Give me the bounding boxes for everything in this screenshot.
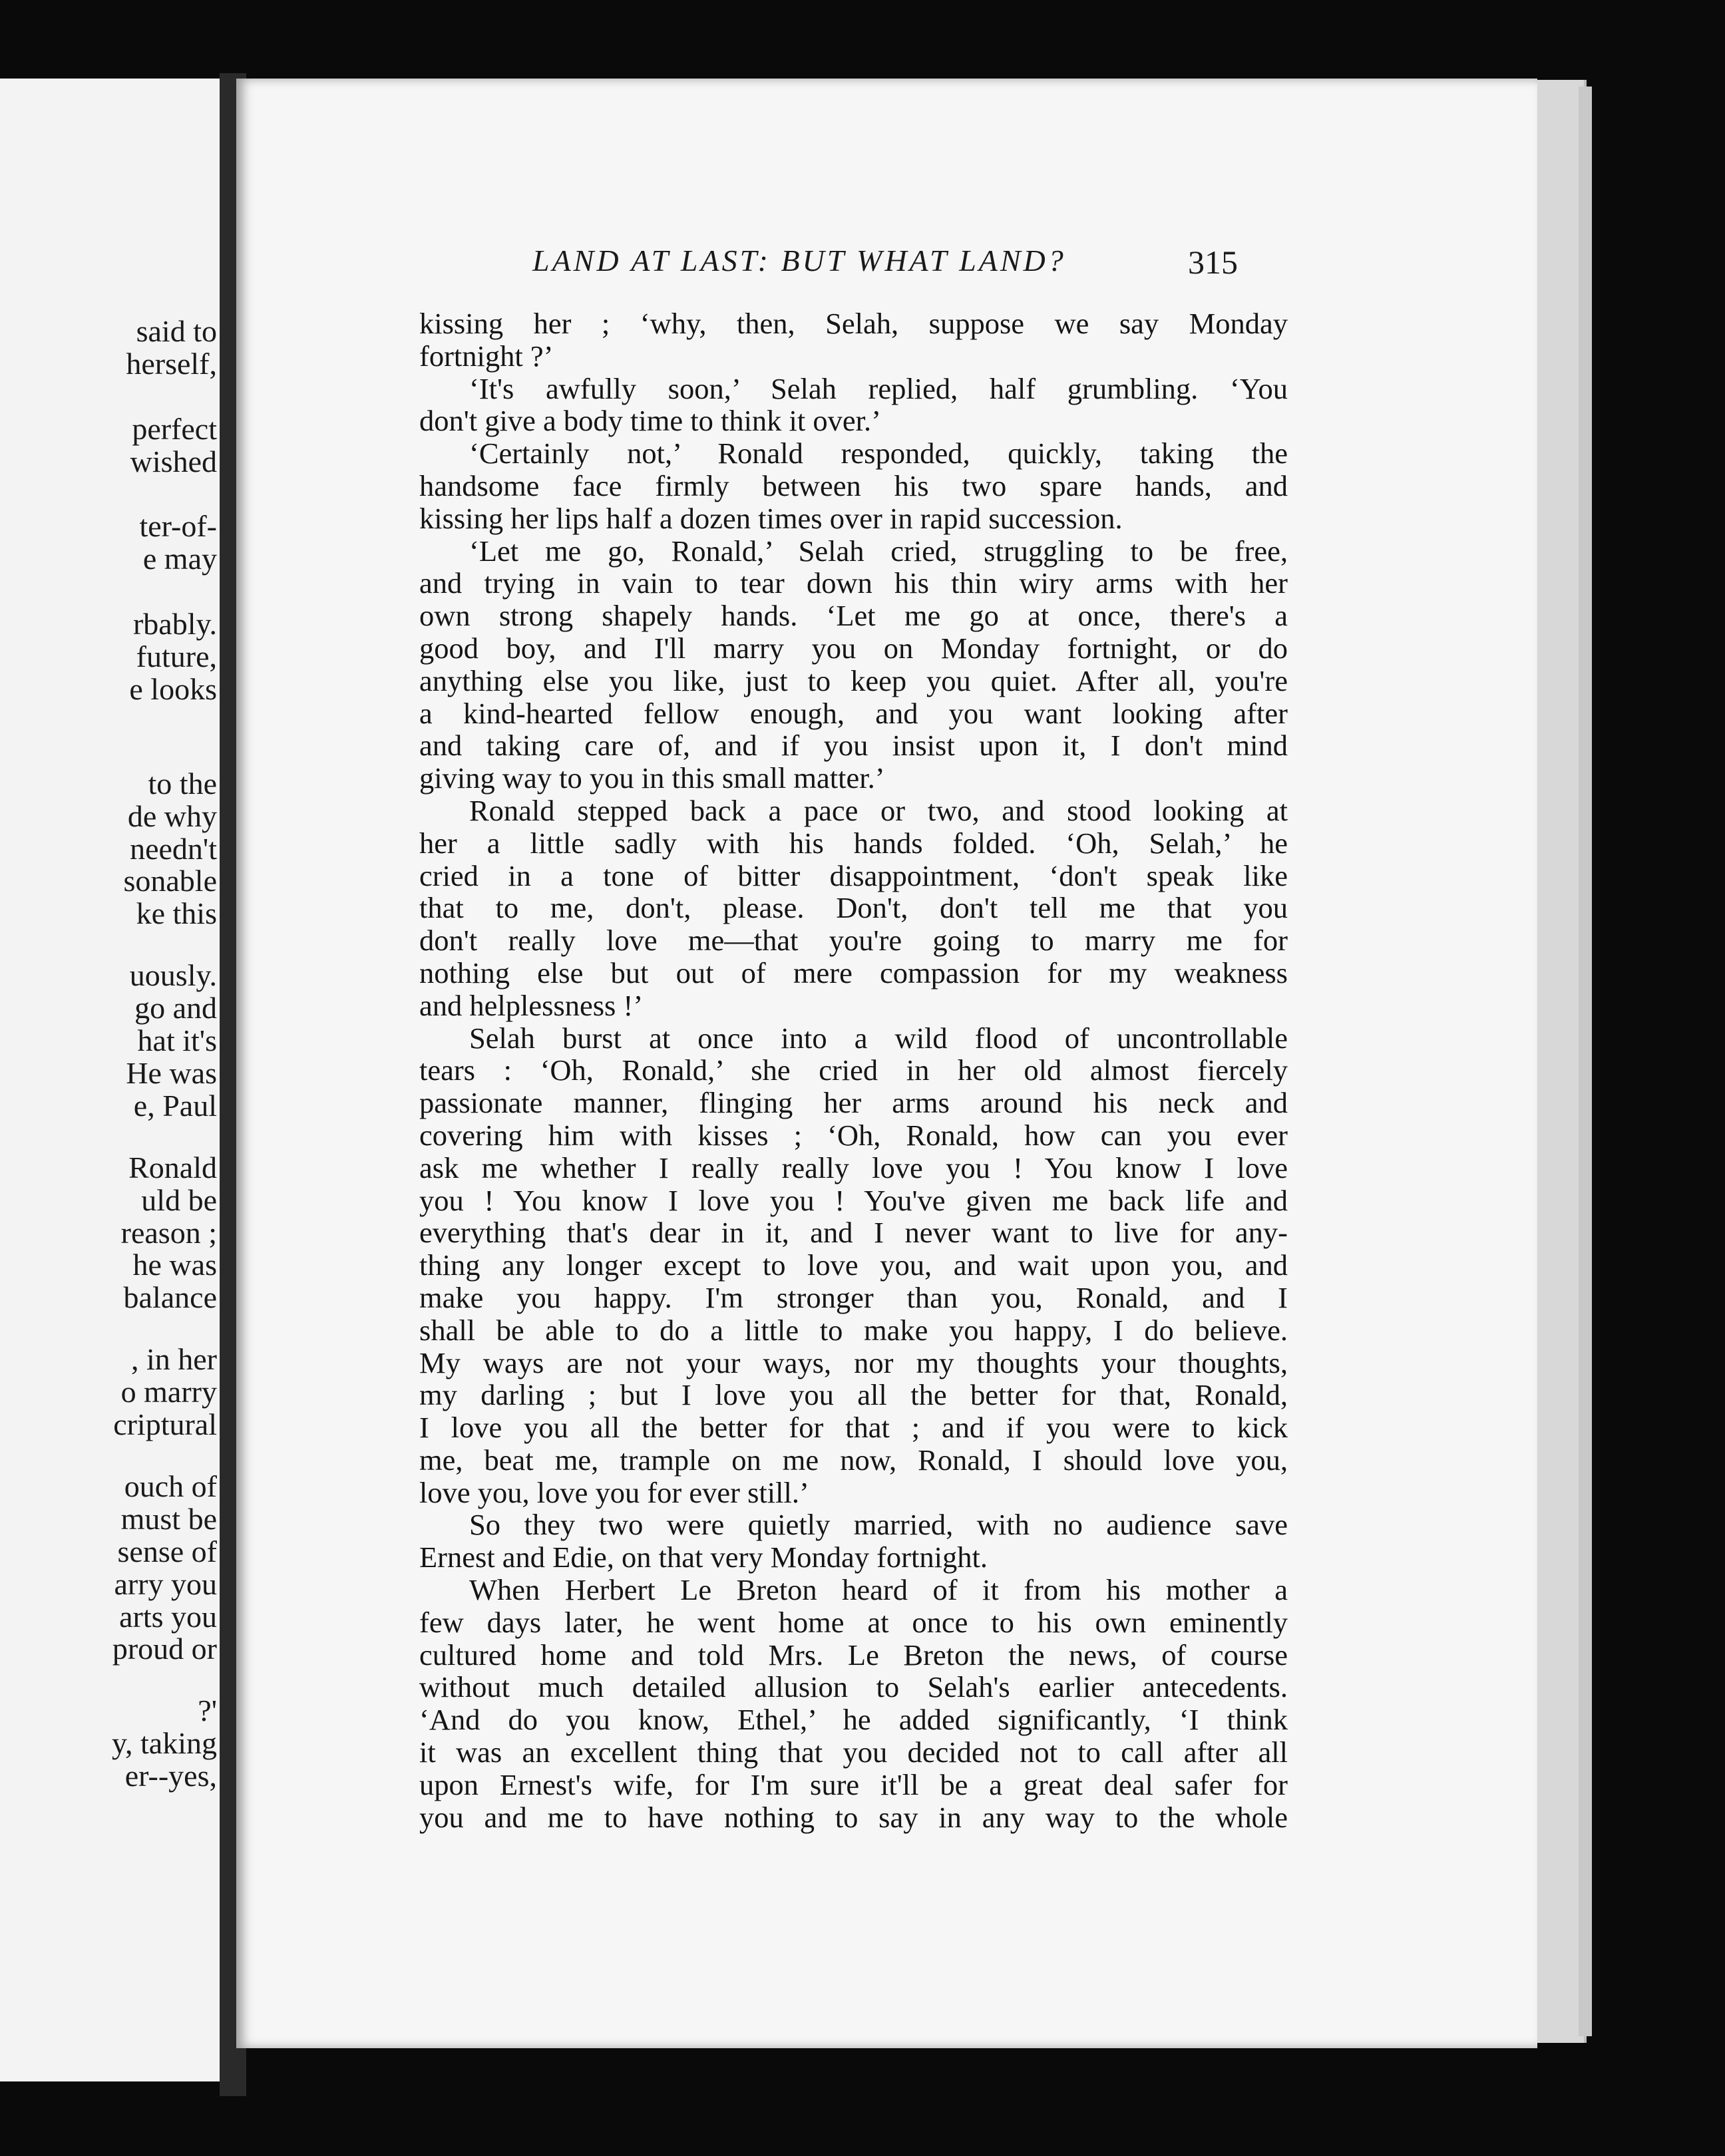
text-line: don't really love me—that you're going to marry me for [419, 924, 1288, 958]
text-line: Selah burst at once into a wild flood of uncontrollable [469, 1021, 1288, 1055]
text-line: thing any longer except to love you, and wait upon you, and [419, 1248, 1288, 1282]
text-line: me, beat me, trample on me now, Ronald, I should love you, [419, 1443, 1288, 1477]
facing-page-fragment: he was [132, 1248, 217, 1282]
text-line: kissing her ; ‘why, then, Selah, suppose we say Monday [419, 307, 1288, 340]
text-line: nothing else but out of mere compassion for my weakness [419, 956, 1288, 989]
text-line: fortnight ?’ [419, 339, 554, 373]
text-line: passionate manner, flinging her arms around his neck and [419, 1086, 1288, 1120]
text-line: make you happy. I'm stronger than you, Ronald, and I [419, 1280, 1288, 1314]
text-line: good boy, and I'll marry you on Monday fortnight, or do [419, 631, 1288, 665]
text-line: it was an excellent thing that you decided not to call after all [419, 1735, 1288, 1769]
facing-page-fragment: arts you [119, 1599, 217, 1634]
facing-page-fragment: to the [148, 766, 217, 801]
facing-page-fragment: de why [127, 799, 217, 833]
text-line: Ernest and Edie, on that very Monday fortnight. [419, 1540, 988, 1574]
facing-page-fragment: proud or [112, 1632, 217, 1666]
facing-page-fragment: arry you [114, 1566, 217, 1601]
text-line: and trying in vain to tear down his thin wiry arms with her [419, 566, 1288, 600]
facing-page-fragment: must be [120, 1501, 217, 1536]
facing-page-fragment: , in her [130, 1342, 217, 1377]
facing-page-fragment: He was [126, 1055, 217, 1090]
text-line: anything else you like, just to keep you quiet. After all, you're [419, 663, 1288, 697]
facing-page-fragment: o marry [120, 1375, 217, 1409]
facing-page-fragment: Ronald [128, 1150, 217, 1184]
text-line: few days later, he went home at once to his own eminently [419, 1605, 1288, 1639]
text-line: you ! You know I love you ! You've given me back life and [419, 1183, 1288, 1217]
facing-page-fragment: er--yes, [124, 1759, 217, 1793]
body-text [419, 307, 1288, 1833]
text-line: covering him with kisses ; ‘Oh, Ronald, how can you ever [419, 1118, 1288, 1152]
text-line: cultured home and told Mrs. Le Breton the news, of course [419, 1638, 1288, 1672]
page-edges-inner [1579, 87, 1592, 2036]
running-head [532, 243, 1238, 283]
facing-page-fragment: e may [142, 542, 217, 576]
text-line: my darling ; but I love you all the better for that, Ronald, [419, 1378, 1288, 1412]
facing-page-fragment: uously. [129, 958, 217, 993]
facing-page-fragment: sense of [117, 1534, 217, 1568]
facing-page-fragment: herself, [126, 346, 217, 381]
facing-page-fragment: perfect [132, 411, 217, 446]
running-title: LAND AT LAST: BUT WHAT LAND? [532, 244, 1066, 277]
page-number: 315 [1188, 244, 1238, 281]
text-line: I love you all the better for that ; and if you were to kick [419, 1411, 1288, 1445]
text-line: So they two were quietly married, with no audience save [469, 1508, 1288, 1542]
text-line: My ways are not your ways, nor my thoughts your thoughts, [419, 1346, 1288, 1379]
text-line: Ronald stepped back a pace or two, and stood looking at [469, 793, 1288, 827]
text-line: ‘Certainly not,’ Ronald responded, quickly, taking the [469, 437, 1288, 470]
text-line: cried in a tone of bitter disappointment, ‘don't speak like [419, 858, 1288, 892]
facing-page-fragment: future, [136, 639, 217, 673]
facing-page-fragment: ?' [198, 1694, 217, 1728]
facing-page-fragment: wished [130, 444, 217, 478]
facing-page-fragment: sonable [123, 864, 217, 898]
text-line: ‘Let me go, Ronald,’ Selah cried, struggling to be free, [469, 534, 1288, 568]
text-line: handsome face firmly between his two spare hands, and [419, 468, 1288, 502]
facing-page-fragment: ke this [136, 896, 217, 931]
text-line: shall be able to do a little to make you happy, I do believe. [419, 1313, 1288, 1347]
text-line: a kind-hearted fellow enough, and you want looking after [419, 696, 1288, 730]
facing-page-fragment: said to [136, 314, 217, 348]
text-line: you and me to have nothing to say in any way to the whole [419, 1800, 1288, 1834]
text-line: and taking care of, and if you insist upon it, I don't mind [419, 729, 1288, 763]
facing-page-fragment: ter-of- [139, 509, 217, 544]
facing-page-fragment: criptural [113, 1407, 217, 1442]
facing-page-fragment: reason ; [120, 1215, 217, 1250]
text-line: upon Ernest's wife, for I'm sure it'll be a great deal safer for [419, 1767, 1288, 1801]
text-line: kissing her lips half a dozen times over in rapid succession. [419, 501, 1123, 535]
text-line: that to me, don't, please. Don't, don't tell me that you [419, 891, 1288, 925]
facing-page-fragment: rbably. [132, 607, 217, 641]
facing-page-fragment: uld be [141, 1182, 217, 1217]
text-line: When Herbert Le Breton heard of it from his mother a [469, 1573, 1288, 1607]
facing-page-fragment: y, taking [112, 1726, 217, 1761]
text-line: tears : ‘Oh, Ronald,’ she cried in her old almost fiercely [419, 1053, 1288, 1087]
facing-page-left [0, 79, 220, 2081]
text-line: without much detailed allusion to Selah's earlier antecedents. [419, 1670, 1288, 1704]
facing-page-fragment: e looks [129, 671, 217, 706]
facing-page-fragment: e, Paul [133, 1088, 217, 1123]
facing-page-fragment: balance [123, 1280, 217, 1315]
text-line: own strong shapely hands. ‘Let me go at once, there's a [419, 599, 1288, 633]
text-line: ‘And do you know, Ethel,’ he added significantly, ‘I think [419, 1703, 1288, 1737]
facing-page-fragment: go and [134, 991, 217, 1025]
text-line: everything that's dear in it, and I never want to live for any- [419, 1216, 1288, 1250]
text-line: giving way to you in this small matter.’ [419, 761, 885, 795]
text-line: ‘It's awfully soon,’ Selah replied, half grumbling. ‘You [469, 371, 1288, 405]
text-line: and helplessness !’ [419, 988, 644, 1022]
text-line: ask me whether I really really love you ! You know I love [419, 1151, 1288, 1184]
text-line: her a little sadly with his hands folded. ‘Oh, Selah,’ he [419, 826, 1288, 860]
facing-page-fragment: ouch of [124, 1469, 217, 1503]
facing-page-fragment: needn't [130, 831, 217, 866]
facing-page-fragment: hat it's [137, 1023, 217, 1058]
text-line: love you, love you for ever still.’ [419, 1475, 809, 1509]
text-line: don't give a body time to think it over.’ [419, 404, 881, 438]
